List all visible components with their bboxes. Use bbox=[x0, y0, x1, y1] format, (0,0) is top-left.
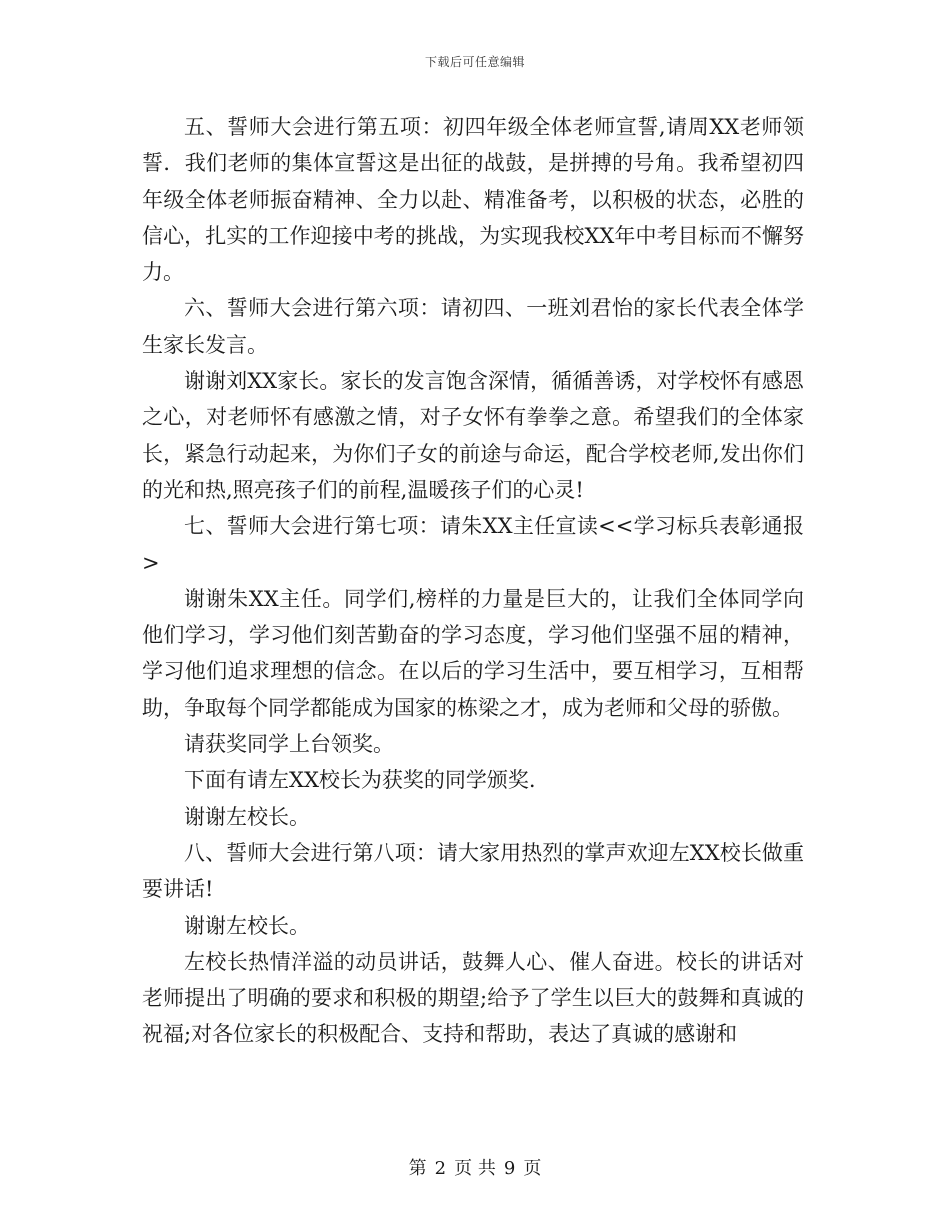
paragraph-item-5: 五、誓师大会进行第五项：初四年级全体老师宣誓,请周XX老师领誓．我们老师的集体宣誓这是出征的战鼓，是拼搏的号角。我希望初四年级全体老师振奋精神、全力以赴、精准备考，以积极的状态，必胜的信心，扎实的工作迎接中考的挑战，为实现我校XX年中考目标而不懈努力。 bbox=[142, 115, 804, 285]
page-header: 下载后可任意编辑 bbox=[424, 55, 525, 69]
page-footer bbox=[0, 1154, 950, 1180]
paragraph-award-invite: 请获奖同学上台领奖。 bbox=[184, 732, 394, 757]
footer-middle: 页 共 bbox=[454, 1158, 496, 1179]
paragraph-item-7: 七、誓师大会进行第七项：请朱XX主任宣读<<学习标兵表彰通报> bbox=[142, 514, 804, 575]
paragraph-thanks-director: 谢谢朱XX主任。同学们,榜样的力量是巨大的，让我们全体同学向他们学习，学习他们刻苦勤奋的学习态度，学习他们坚强不屈的精神，学习他们追求理想的信念。在以后的学习生活中，要互相学习，互相帮助，争取每个同学都能成为国家的栋梁之才，成为老师和父母的骄傲。 bbox=[142, 586, 804, 720]
footer-suffix: 页 bbox=[523, 1158, 542, 1179]
total-pages: 9 bbox=[503, 1158, 516, 1179]
paragraph-principal-speech-summary: 左校长热情洋溢的动员讲话，鼓舞人心、催人奋进。校长的讲话对老师提出了明确的要求和积极的期望;给予了学生以巨大的鼓舞和真诚的祝福;对各位家长的积极配合、支持和帮助，表达了真诚的感谢和 bbox=[142, 949, 804, 1047]
paragraph-item-6: 六、誓师大会进行第六项：请初四、一班刘君怡的家长代表全体学生家长发言。 bbox=[142, 296, 804, 357]
document-body bbox=[142, 109, 804, 1053]
paragraph-thanks-parent: 谢谢刘XX家长。家长的发言饱含深情，循循善诱，对学校怀有感恩之心，对老师怀有感激之情，对子女怀有拳拳之意。希望我们的全体家长，紧急行动起来，为你们子女的前途与命运，配合学校老师,发出你们的光和热,照亮孩子们的前程,温暖孩子们的心灵! bbox=[142, 369, 804, 502]
paragraph-award-present: 下面有请左XX校长为获奖的同学颁奖. bbox=[184, 768, 536, 793]
footer-prefix: 第 bbox=[408, 1158, 427, 1179]
page-number: 2 bbox=[434, 1158, 447, 1179]
paragraph-thanks-principal-2: 谢谢左校长。 bbox=[184, 913, 310, 938]
paragraph-thanks-principal-1: 谢谢左校长。 bbox=[184, 804, 310, 829]
paragraph-item-8: 八、誓师大会进行第八项：请大家用热烈的掌声欢迎左XX校长做重要讲话! bbox=[142, 840, 804, 902]
